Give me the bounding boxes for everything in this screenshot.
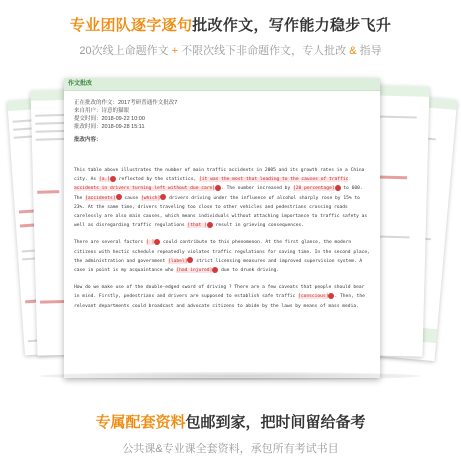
error-mark[interactable]: [it was the most that leading to the causes of traffic accidents in drivers turning left without due care] <box>74 177 349 192</box>
error-mark[interactable]: [that ] <box>187 223 207 229</box>
essay-paragraph-2: There are several factors [ ] could contribute to this phenomenon. At the first glance, the modern citizens with hectic schedule repeatedly violates traffic regulations for saving time. In the second place, the administration and government [label] strict licensing measures and improved supervision system. A case in point is my acquaintance who [had injured] due to drunk driving. <box>74 240 370 274</box>
essay-text <box>64 166 380 311</box>
error-mark[interactable]: [accidents] <box>85 195 116 201</box>
error-dot-icon[interactable] <box>335 185 341 191</box>
error-mark[interactable]: [conscious] <box>298 294 329 300</box>
error-mark[interactable]: [a.] <box>98 177 110 183</box>
error-dot-icon[interactable] <box>154 239 160 245</box>
essay-paragraph-1: This table above illustrates the number of main traffic accidents in 2005 and its growth rates in a China city. As [a.] reflected by the statistics, [it was the most that leading to the causes of traffic accidents in drivers turning left without due care] . The number increased by [20 percentage] to 600. The [accidents] cause [which] drivers driving under the influence of alcohol sharply rose by 15% to 23%. At the same time, drivers traveling too close to other vehicles and pedestrians crossing roads carelessly are also main causes, which means individuals without attaching importance to traffic safety as well as disregarding traffic regulations [that ] result in grieving consequences. <box>74 168 368 229</box>
document-stack <box>6 78 454 378</box>
sub-plus: + <box>171 45 179 57</box>
error-dot-icon[interactable] <box>212 267 218 273</box>
essay-paragraph-3: How do we make use of the double-edged sword of driving ? There are a few caveats that people should bear in mind. Firstly, pedestrians and drivers are supposed to establish safe traffic [conscious] . Then, the relevant departments could broadcast and advocate citizens to abide by the laws by means of mass media. <box>74 285 365 309</box>
sub-part-2: 不限次线下非命题作文，专人批改 <box>181 45 347 57</box>
bottom-headline <box>0 411 461 432</box>
document-meta <box>64 91 380 144</box>
meta-essay: 正在批改的作文：2017考研普通作文批改7 <box>74 100 178 106</box>
error-mark[interactable]: [label] <box>168 258 188 264</box>
error-dot-icon[interactable] <box>116 194 122 200</box>
top-headline <box>0 14 461 35</box>
error-dot-icon[interactable] <box>207 222 213 228</box>
top-headline-highlight: 专业团队逐字逐句 <box>69 17 193 34</box>
error-dot-icon[interactable] <box>110 176 116 182</box>
sub-part-1: 20次线上命题作文 <box>79 45 169 57</box>
bottom-headline-rest: 包邮到家，把时间留给备考 <box>185 414 366 431</box>
error-mark[interactable]: [which] <box>140 195 161 201</box>
error-mark[interactable]: [ ] <box>145 240 155 246</box>
document-title-bar: 作文批改 <box>64 78 380 91</box>
content-label: 批改内容： <box>74 137 102 143</box>
meta-submit-time: 提交时间：2018-09-22 10:00 <box>74 116 145 122</box>
main-correction-document <box>64 78 380 378</box>
meta-correct-time: 批改时间：2018-09-28 15:11 <box>74 124 145 130</box>
sub-part-3: 指导 <box>359 45 382 57</box>
error-mark[interactable]: [had injured] <box>176 268 213 274</box>
top-subline <box>0 42 461 58</box>
bottom-subline: 公共课&专业课全套资料，承包所有考试书目 <box>122 443 339 455</box>
top-headline-rest: 批改作文，写作能力稳步飞升 <box>192 17 392 34</box>
bottom-headline-highlight: 专属配套资料 <box>95 414 186 431</box>
error-dot-icon[interactable] <box>160 194 166 200</box>
meta-user: 来自用户：诗意的猫眼 <box>74 108 130 114</box>
error-dot-icon[interactable] <box>187 257 193 263</box>
error-mark[interactable]: [20 percentage] <box>293 186 335 192</box>
stack-shadow <box>40 372 420 380</box>
sub-amp: & <box>349 45 357 57</box>
